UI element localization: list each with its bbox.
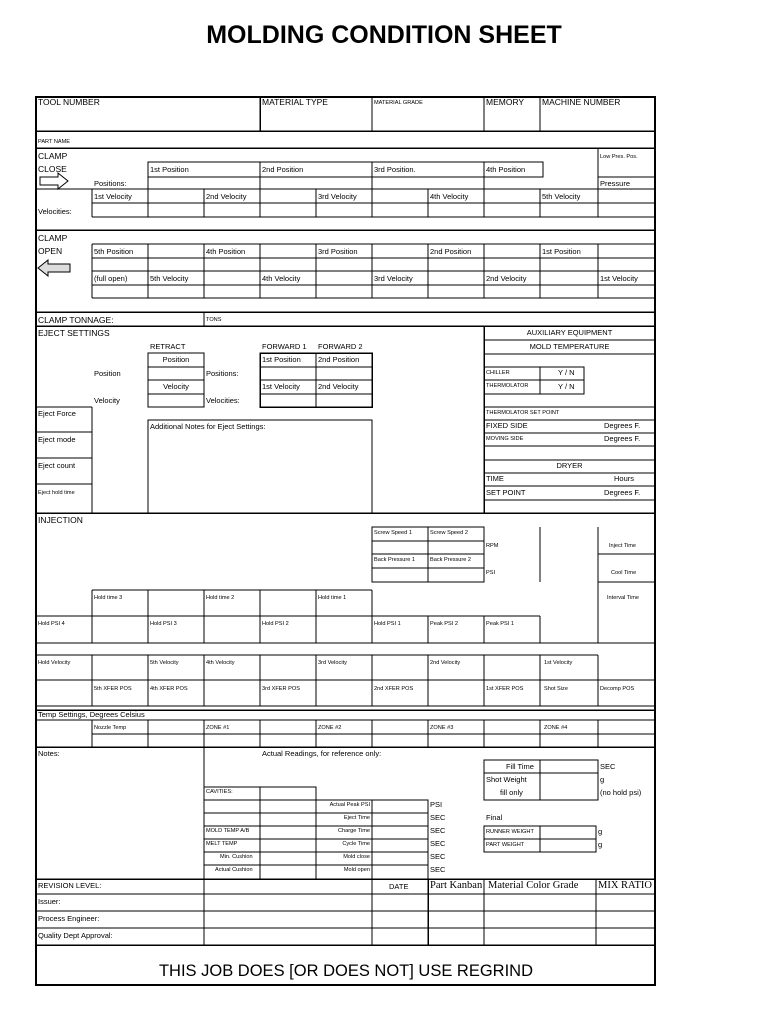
rpm-unit: RPM <box>486 543 499 549</box>
forward1-label: FORWARD 1 <box>262 342 307 351</box>
charge-time-unit: SEC <box>430 826 446 835</box>
xfer2: 2nd XFER POS <box>374 686 414 692</box>
tool-number-label: TOOL NUMBER <box>38 97 100 107</box>
inj-vel4: 4th Velocity <box>206 660 235 666</box>
zone4: ZONE #4 <box>544 725 568 731</box>
open-vel2: 2nd Velocity <box>486 274 527 283</box>
mix-ratio-label: MIX RATIO <box>598 880 652 891</box>
part-kanban-label: Part Kanban <box>430 880 483 891</box>
shot-weight-label: Shot Weight <box>486 775 527 784</box>
material-color-grade-label: Material Color Grade <box>488 880 579 891</box>
shot-size: Shot Size <box>544 686 568 692</box>
peak-psi-unit: PSI <box>430 800 443 809</box>
xfer5: 5th XFER POS <box>94 686 132 692</box>
eject-velocity-label: Velocity <box>94 396 120 405</box>
fill-only-label: fill only <box>500 788 523 797</box>
hold-time1: Hold time 1 <box>318 595 347 601</box>
thermolator-label: THERMOLATOR <box>486 383 529 389</box>
open-pos4: 4th Position <box>206 247 246 256</box>
dryer-time-label: TIME <box>486 474 504 483</box>
mold-open-unit: SEC <box>430 865 446 874</box>
open-vel1: 1st Velocity <box>600 274 638 283</box>
fwd-pos2: 2nd Position <box>318 355 360 364</box>
actual-readings-header: Actual Readings, for reference only: <box>262 749 382 758</box>
runner-weight-unit: g <box>598 827 603 836</box>
psi-unit: PSI <box>486 570 496 576</box>
open-pos2: 2nd Position <box>430 247 472 256</box>
close-vel3: 3rd Velocity <box>318 192 357 201</box>
eject-positions-label: Positions: <box>206 369 239 378</box>
final-label: Final <box>486 813 503 822</box>
xfer1: 1st XFER POS <box>486 686 524 692</box>
back-pressure2: Back Pressure 2 <box>430 557 472 563</box>
clamp-close-positions-label: Positions: <box>94 179 127 188</box>
eject-settings-header: EJECT SETTINGS <box>38 328 110 338</box>
open-pos5: 5th Position <box>94 247 134 256</box>
fwd-vel2: 2nd Velocity <box>318 382 359 391</box>
tons-unit: TONS <box>206 317 222 323</box>
clamp-open-label-1: CLAMP <box>38 233 68 243</box>
melt-temp-label: MELT TEMP <box>206 841 238 847</box>
hold-psi4: Hold PSI 4 <box>38 621 65 627</box>
hold-psi1: Hold PSI 1 <box>374 621 401 627</box>
inj-vel3: 3rd Velocity <box>318 660 347 666</box>
clamp-close-velocities-label: Velocities: <box>38 207 72 216</box>
cavities-label: CAVITIES: <box>206 789 233 795</box>
close-vel2: 2nd Velocity <box>206 192 247 201</box>
fwd-pos1: 1st Position <box>262 355 301 364</box>
close-vel5: 5th Velocity <box>542 192 581 201</box>
eject-hold-time-label: Eject hold time <box>38 490 75 496</box>
mold-temp-ab-label: MOLD TEMP A/B <box>206 828 250 834</box>
part-weight-unit: g <box>598 840 603 849</box>
cycle-time-label: Cycle Time <box>342 841 370 847</box>
open-vel5: 5th Velocity <box>150 274 189 283</box>
dryer-header: DRYER <box>556 461 583 470</box>
process-engineer-label: Process Engineer: <box>38 914 100 923</box>
close-vel1: 1st Velocity <box>94 192 132 201</box>
dryer-hours-unit: Hours <box>614 474 635 483</box>
inject-time-label: Inject Time <box>609 543 637 549</box>
shot-weight-unit: g <box>600 775 605 784</box>
peak-psi2: Peak PSI 2 <box>430 621 458 627</box>
full-open-label: (full open) <box>94 274 128 283</box>
clamp-close-label-2: CLOSE <box>38 164 67 174</box>
date-label: DATE <box>389 882 409 891</box>
eject-velocities-label: Velocities: <box>206 396 240 405</box>
zone2: ZONE #2 <box>318 725 342 731</box>
injection-header: INJECTION <box>38 515 83 525</box>
eject-time-unit: SEC <box>430 813 446 822</box>
eject-mode-label: Eject mode <box>38 435 76 444</box>
thermolator-set-label: THERMOLATOR SET POINT <box>486 410 560 416</box>
forward2-label: FORWARD 2 <box>318 342 363 351</box>
fixed-side-unit: Degrees F. <box>604 421 641 430</box>
thermolator-yn: Y / N <box>558 382 575 391</box>
close-pos2: 2nd Position <box>262 165 304 174</box>
close-vel4: 4th Velocity <box>430 192 469 201</box>
clamp-open-label-2: OPEN <box>38 246 63 256</box>
zone1: ZONE #1 <box>206 725 230 731</box>
retract-label: RETRACT <box>150 342 186 351</box>
clamp-close-arrow-icon <box>40 173 68 189</box>
hold-psi3: Hold PSI 3 <box>150 621 177 627</box>
eject-notes-label: Additional Notes for Eject Settings: <box>150 422 266 431</box>
revision-level-label: REVISION LEVEL: <box>38 881 102 890</box>
zone3: ZONE #3 <box>430 725 454 731</box>
inj-vel5: 5th Velocity <box>150 660 179 666</box>
fill-time-unit: SEC <box>600 762 616 771</box>
clamp-open-arrow-icon <box>38 260 70 276</box>
cycle-time-unit: SEC <box>430 839 446 848</box>
mold-close-label: Mold close <box>343 854 370 860</box>
no-hold-psi-note: (no hold psi) <box>600 788 642 797</box>
hold-time2: Hold time 2 <box>206 595 235 601</box>
part-name-label: PART NAME <box>38 139 71 145</box>
hold-velocity: Hold Velocity <box>38 660 71 666</box>
cool-time-label: Cool Time <box>611 570 637 576</box>
low-pres-pos-label: Low Pres. Pos. <box>600 154 638 160</box>
sheet-title: MOLDING CONDITION SHEET <box>206 21 562 49</box>
screw-speed2: Screw Speed 2 <box>430 530 468 536</box>
machine-number-label: MACHINE NUMBER <box>542 97 621 107</box>
retract-velocity-hdr: Velocity <box>163 382 189 391</box>
close-pos4: 4th Position <box>486 165 526 174</box>
back-pressure1: Back Pressure 1 <box>374 557 416 563</box>
chiller-yn: Y / N <box>558 368 575 377</box>
fixed-side-label: FIXED SIDE <box>486 421 528 430</box>
chiller-label: CHILLER <box>486 370 510 376</box>
interval-time-label: Interval Time <box>607 595 640 601</box>
eject-position-label: Position <box>94 369 121 378</box>
part-weight-label: PART WEIGHT <box>486 842 525 848</box>
close-pos1: 1st Position <box>150 165 189 174</box>
close-pos3: 3rd Position. <box>374 165 416 174</box>
runner-weight-label: RUNNER WEIGHT <box>486 829 534 835</box>
retract-position-hdr: Position <box>162 355 190 364</box>
temp-settings-header: Temp Settings, Degrees Celsius <box>38 710 145 719</box>
decomp-pos: Decomp POS <box>600 686 635 692</box>
fill-time-label: Fill Time <box>506 762 534 771</box>
inj-vel2: 2nd Velocity <box>430 660 461 666</box>
notes-label: Notes: <box>38 749 60 758</box>
eject-force-label: Eject Force <box>38 409 76 418</box>
charge-time-label: Charge Time <box>337 828 370 834</box>
issuer-label: Issuer: <box>38 897 61 906</box>
peak-psi1: Peak PSI 1 <box>486 621 514 627</box>
nozzle-temp: Nozzle Temp <box>94 725 127 731</box>
fwd-vel1: 1st Velocity <box>262 382 300 391</box>
regrind-footer: THIS JOB DOES [OR DOES NOT] USE REGRIND <box>158 962 534 980</box>
min-cushion-label: Min. Cushion <box>220 854 253 860</box>
xfer4: 4th XFER POS <box>150 686 188 692</box>
screw-speed1: Screw Speed 1 <box>374 530 412 536</box>
open-pos1: 1st Position <box>542 247 581 256</box>
material-type-label: MATERIAL TYPE <box>262 97 328 107</box>
pressure-label: Pressure <box>600 179 631 188</box>
mold-open-label: Mold open <box>343 867 370 873</box>
actual-peak-psi-label: Actual Peak PSI <box>329 802 370 808</box>
mold-close-unit: SEC <box>430 852 446 861</box>
dryer-set-point-unit: Degrees F. <box>604 488 641 497</box>
moving-side-label: MOVING SIDE <box>486 436 524 442</box>
actual-cushion-label: Actual Cushion <box>215 867 253 873</box>
eject-time-label: Eject Time <box>343 815 370 821</box>
clamp-tonnage-label: CLAMP TONNAGE: <box>38 315 114 325</box>
xfer3: 3rd XFER POS <box>262 686 300 692</box>
memory-label: MEMORY <box>486 97 525 107</box>
eject-count-label: Eject count <box>38 461 76 470</box>
mold-temp-header: MOLD TEMPERATURE <box>529 342 610 351</box>
quality-approval-label: Quality Dept Approval: <box>38 931 113 940</box>
moving-side-unit: Degrees F. <box>604 434 641 443</box>
open-vel3: 3rd Velocity <box>374 274 413 283</box>
open-vel4: 4th Velocity <box>262 274 301 283</box>
material-grade-label: MATERIAL GRADE <box>374 100 423 106</box>
open-pos3: 3rd Position <box>318 247 358 256</box>
inj-vel1: 1st Velocity <box>544 660 573 666</box>
dryer-set-point-label: SET POINT <box>486 488 526 497</box>
auxiliary-header: AUXILIARY EQUIPMENT <box>526 328 613 337</box>
hold-psi2: Hold PSI 2 <box>262 621 289 627</box>
clamp-close-label-1: CLAMP <box>38 151 68 161</box>
hold-time3: Hold time 3 <box>94 595 123 601</box>
